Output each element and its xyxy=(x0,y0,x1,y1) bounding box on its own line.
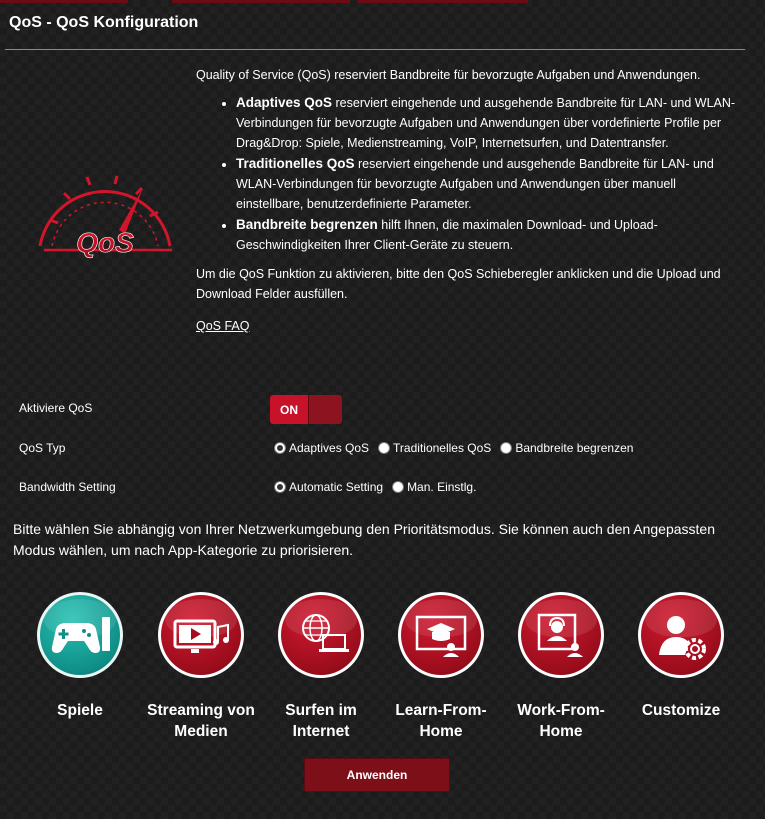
radio-button[interactable] xyxy=(378,442,390,454)
bullet-traditional-qos: • Traditionelles QoS reserviert eingehende und ausgehende Bandbreite für LAN- und WLAN-Verbindungen für bevorzugte Aufgaben und Anwendungen über manuell einstellbare, benutzerdefinierte Parameter. xyxy=(236,154,736,214)
mode-media-streaming-circle[interactable] xyxy=(158,592,244,678)
mode-learn-from-home-circle[interactable] xyxy=(398,592,484,678)
title-divider xyxy=(5,49,745,50)
radio-bandwidth-limiter[interactable]: Bandbreite begrenzen xyxy=(500,441,633,455)
priority-mode-description: Bitte wählen Sie abhängig von Ihrer Netzwerkumgebung den Prioritätsmodus. Sie können auch den Angepassten Modus wählen, um nach App-Kategorie zu priorisieren. xyxy=(13,521,716,558)
mode-customize-circle[interactable] xyxy=(638,592,724,678)
page-title: QoS - QoS Konfiguration xyxy=(9,14,199,31)
mode-learn-from-home-label: Learn-From- Home xyxy=(395,702,487,740)
priority-mode-list xyxy=(0,592,765,752)
qos-type-radio-group xyxy=(274,441,642,455)
mode-learn-from-home[interactable] xyxy=(381,592,501,742)
intro-bullet-list xyxy=(236,93,736,255)
enable-qos-label: Aktiviere QoS xyxy=(19,401,93,415)
radio-button[interactable] xyxy=(392,481,404,493)
qos-logo xyxy=(30,148,180,268)
top-tab-strip xyxy=(0,0,765,4)
bandwidth-radio-group xyxy=(274,480,485,494)
radio-button[interactable] xyxy=(500,442,512,454)
radio-button-checked[interactable] xyxy=(274,442,286,454)
radio-automatic-setting[interactable]: Automatic Setting xyxy=(274,480,383,494)
mode-customize[interactable] xyxy=(621,592,741,721)
toggle-knob xyxy=(308,395,342,424)
mode-media-streaming-label: Streaming von Medien xyxy=(147,702,255,740)
media-streaming-icon xyxy=(161,595,241,675)
learn-from-home-icon xyxy=(401,595,481,675)
logo-text: QoS xyxy=(76,227,134,258)
radio-button-checked[interactable] xyxy=(274,481,286,493)
qos-faq-link[interactable]: QoS FAQ xyxy=(196,319,250,333)
bullet-bandwidth-limiter: • Bandbreite begrenzen hilft Ihnen, die maximalen Download- und Upload-Geschwindigkeiten Ihrer Client-Geräte zu steuern. xyxy=(236,215,736,255)
mode-gaming-label: Spiele xyxy=(57,702,103,719)
bullet-adaptive-qos: • Adaptives QoS reserviert eingehende und ausgehende Bandbreite für LAN- und WLAN-Verbindungen für bevorzugte Aufgaben und Anwendungen über vordefinierte Profile per Drag&Drop: Spiele, Medienstreaming, VoIP, Internetsurfen, und Datentransfer. xyxy=(236,93,736,153)
activate-instructions: Um die QoS Funktion zu aktivieren, bitte den QoS Schieberegler anklicken und die Upload und Download Felder ausfüllen. xyxy=(196,267,721,301)
mode-web-surfing-label: Surfen im Internet xyxy=(285,702,357,740)
qos-type-label: QoS Typ xyxy=(19,441,66,455)
customize-icon xyxy=(641,595,721,675)
mode-web-surfing[interactable] xyxy=(261,592,381,742)
radio-adaptive-qos[interactable]: Adaptives QoS xyxy=(274,441,369,455)
mode-customize-label: Customize xyxy=(641,702,721,719)
intro-lead: Quality of Service (QoS) reserviert Bandbreite für bevorzugte Aufgaben und Anwendungen. xyxy=(196,68,701,82)
web-surfing-icon xyxy=(281,595,361,675)
apply-button[interactable]: Anwenden xyxy=(304,758,450,792)
mode-gaming-circle[interactable] xyxy=(37,592,123,678)
bandwidth-setting-label: Bandwidth Setting xyxy=(19,480,116,494)
speedometer-logo-icon xyxy=(30,148,180,268)
enable-qos-toggle[interactable] xyxy=(270,395,342,424)
mode-work-from-home[interactable] xyxy=(501,592,621,742)
mode-web-surfing-circle[interactable] xyxy=(278,592,364,678)
mode-gaming[interactable] xyxy=(20,592,140,721)
mode-work-from-home-label: Work-From- Home xyxy=(517,702,605,740)
intro-section xyxy=(196,65,736,336)
work-from-home-icon xyxy=(521,595,601,675)
mode-work-from-home-circle[interactable] xyxy=(518,592,604,678)
toggle-on-text: ON xyxy=(270,395,308,424)
mode-media-streaming[interactable] xyxy=(141,592,261,742)
radio-manual-setting[interactable]: Man. Einstlg. xyxy=(392,480,476,494)
gamepad-icon xyxy=(40,595,120,675)
radio-traditional-qos[interactable]: Traditionelles QoS xyxy=(378,441,491,455)
